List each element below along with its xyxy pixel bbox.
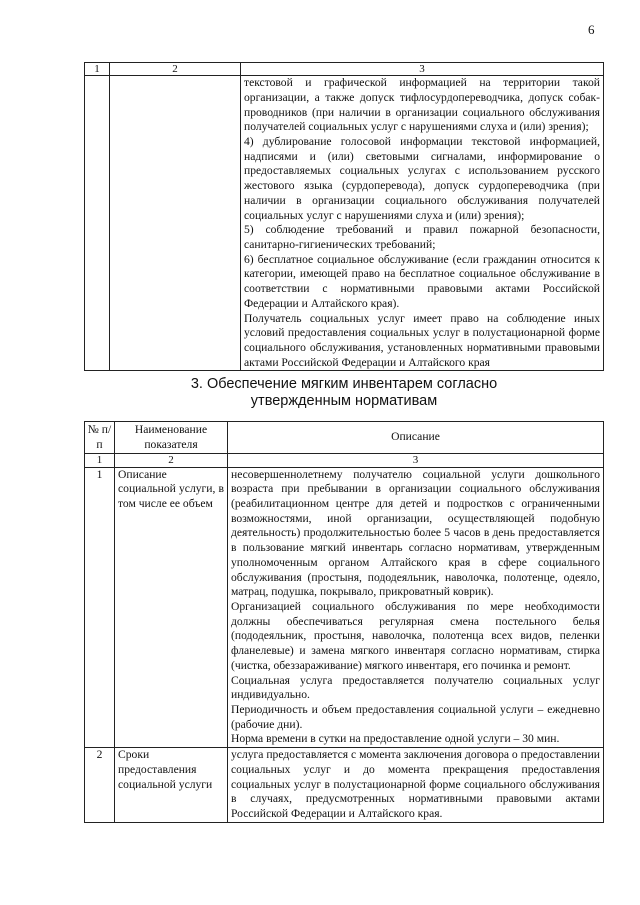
paragraph: текстовой и графической информацией на территории такой организации, а также допуск тифлосурдопереводчика, допуск собак-проводников (при наличии в организации социального обслуживания получателей социальных услуг с нарушениями слуха и (или) зрения); — [244, 76, 600, 134]
row-number: 2 — [85, 748, 115, 823]
header-description: Описание — [228, 422, 604, 454]
header-number: № п/п — [85, 422, 115, 454]
column-number-row — [85, 63, 604, 76]
table-row — [85, 76, 604, 371]
section-title — [84, 376, 604, 411]
paragraph: Организацией социального обслуживания по мере необходимости должны обеспечиваться регулярная смена постельного белья (пододеяльник, простыня, наволочка, полотенца всех видов, пеленки фланелевые) и замена мягкого инвентаря согласно нормативам, стирка (чистка, обеззараживание) мягкого инвентаря, его починка и ремонт. — [231, 600, 600, 672]
description-cell — [228, 467, 604, 748]
name-cell — [110, 76, 241, 371]
section-title-line: утвержденным нормативам — [250, 393, 438, 410]
table-row — [85, 748, 604, 823]
section-title-line: 3. Обеспечение мягким инвентарем согласно — [190, 376, 498, 392]
col-number-1: 1 — [85, 63, 110, 76]
soft-inventory-table — [84, 421, 604, 823]
header-row — [85, 422, 604, 454]
continued-table — [84, 62, 604, 371]
table-row — [85, 467, 604, 748]
col-number-2: 2 — [115, 454, 228, 467]
paragraph: Получатель социальных услуг имеет право на соблюдение иных условий предоставления социальных услуг в полустационарной форме социального обслуживания, установленных нормативными правовыми актами Российской Федерации и Алтайского края — [244, 311, 600, 369]
number-cell — [85, 76, 110, 371]
paragraph: Периодичность и объем предоставления социальной услуги – ежедневно (рабочие дни). — [231, 703, 600, 731]
paragraph: Норма времени в сутки на предоставление одной услуги – 30 мин. — [231, 732, 560, 746]
paragraph: 4) дублирование голосовой информации текстовой информацией, надписями и (или) световыми сигналами, информирование о предоставляемых социальных услугах с использованием русского жестового языка (сурдоперевода), допуск сурдопереводчика (при наличии в организации социального обслуживания получателей социальных услуг с нарушениями слуха и (или) зрения); — [244, 134, 600, 222]
col-number-1: 1 — [85, 454, 115, 467]
page-number: 6 — [588, 22, 595, 37]
indicator-name: Описание социальной услуги, в том числе ее объем — [115, 467, 228, 748]
paragraph: Социальная услуга предоставляется получателю социальных услуг индивидуально. — [231, 673, 600, 702]
paragraph: услуга предоставляется с момента заключения договора о предоставлении социальных услуг и до момента прекращения предоставления социальных услуг в полустационарной форме социального обслуживания в случаях, предусмотренных нормативными правовыми актами Российской Федерации и Алтайского края. — [231, 748, 600, 821]
col-number-2: 2 — [110, 63, 241, 76]
paragraph: несовершеннолетнему получателю социальной услуги дошкольного возраста при пребывании в организации социального обслуживания (реабилитационном центре для детей и подростков с ограниченными возможностями, иной организации, осуществляющей подобную деятельность) продолжительностью более 5 часов в день предоставляется в пользование мягкий инвентарь согласно нормативам, утвержденным уполномоченным органом Алтайского края в сфере социального обслуживания (простыня, пододеяльник, наволочка, полотенце, одеяло, матрац, подушка, покрывало, прикроватный коврик). — [231, 467, 600, 599]
col-number-3: 3 — [241, 63, 604, 76]
indicator-name: Сроки предоставления социальной услуги — [115, 748, 228, 823]
description-cell — [241, 76, 604, 371]
paragraph: 5) соблюдение требований и правил пожарной безопасности, санитарно-гигиенических требований; — [244, 223, 600, 251]
col-number-3: 3 — [228, 454, 604, 467]
row-number: 1 — [85, 467, 115, 748]
description-cell — [228, 748, 604, 823]
column-number-row — [85, 454, 604, 467]
paragraph: 6) бесплатное социальное обслуживание (если гражданин относится к категории, имеющей право на бесплатное социальное обслуживание в соответствии с нормативными правовыми актами Российской Федерации и Алтайского края). — [244, 252, 600, 310]
header-name: Наименование показателя — [115, 422, 228, 454]
